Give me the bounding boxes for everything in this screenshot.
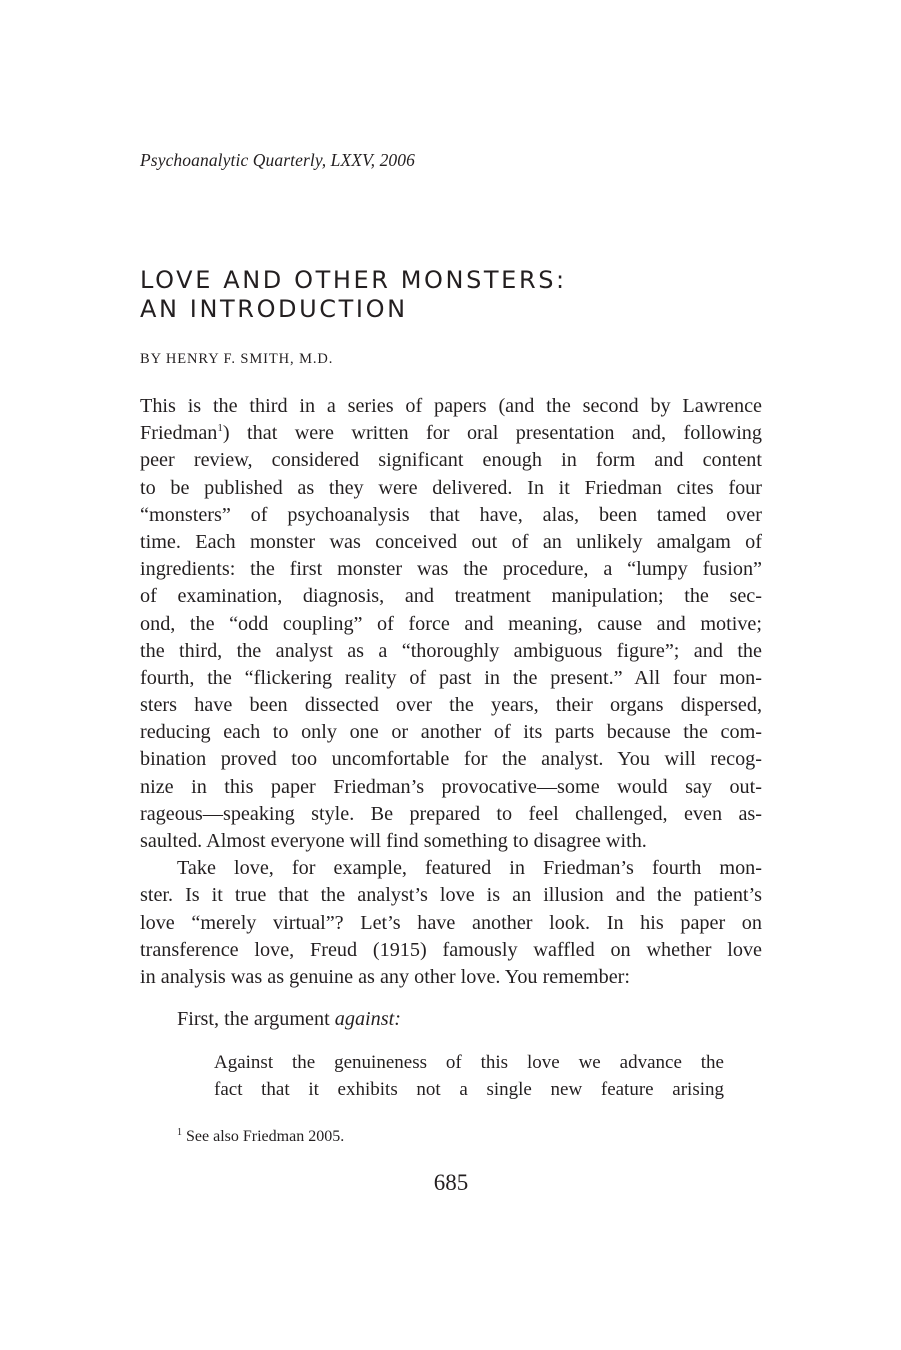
text-line: This is the third in a series of papers (and the second by Lawrence bbox=[140, 395, 762, 417]
text-line: sters have been dissected over the years, their organs dispersed, bbox=[140, 694, 762, 717]
text-line bbox=[140, 420, 762, 447]
quote-lead-in bbox=[177, 1008, 401, 1031]
text-line: love “merely virtual”? Let’s have another look. In his paper on bbox=[140, 911, 762, 934]
footnote-marker: 1 bbox=[177, 1127, 182, 1138]
block-quote bbox=[214, 1049, 724, 1103]
text-line: time. Each monster was conceived out of an unlikely amalgam of bbox=[140, 530, 762, 553]
author-byline: BY HENRY F. SMITH, M.D. bbox=[140, 351, 334, 367]
text-line: the third, the analyst as a “thoroughly ambiguous figure”; and the bbox=[140, 639, 762, 662]
page-number: 685 bbox=[433, 1170, 469, 1195]
text-line: nize in this paper Friedman’s provocative—some would say out- bbox=[140, 775, 762, 798]
text-line: saulted. Almost everyone will find something to disagree with. bbox=[140, 830, 647, 852]
body-text bbox=[140, 393, 762, 991]
text-line: “monsters” of psychoanalysis that have, alas, been tamed over bbox=[140, 503, 762, 526]
text-fragment: Friedman bbox=[140, 422, 218, 445]
lead-emphasis: against: bbox=[334, 1008, 401, 1030]
running-head: Psychoanalytic Quarterly, LXXV, 2006 bbox=[140, 150, 415, 170]
text-line: to be published as they were delivered. In it Friedman cites four bbox=[140, 476, 762, 499]
text-fragment: ) that were written for oral presentation and, following bbox=[222, 422, 762, 445]
text-line: bination proved too uncomfortable for the analyst. You will recog- bbox=[140, 748, 762, 771]
text-line: rageous—speaking style. Be prepared to feel challenged, even as- bbox=[140, 802, 762, 825]
text-line: Take love, for example, featured in Friedman’s fourth mon- bbox=[177, 857, 762, 880]
text-line: fourth, the “flickering reality of past in the present.” All four mon- bbox=[140, 666, 762, 689]
title-line-1: LOVE AND OTHER MONSTERS: bbox=[140, 266, 567, 294]
lead-text: First, the argument bbox=[177, 1008, 335, 1030]
journal-page bbox=[140, 0, 762, 1350]
text-line: ingredients: the first monster was the procedure, a “lumpy fusion” bbox=[140, 558, 762, 581]
article-title bbox=[140, 266, 567, 324]
text-line: reducing each to only one or another of its parts because the com- bbox=[140, 721, 762, 744]
quote-line: fact that it exhibits not a single new feature arising bbox=[214, 1079, 724, 1100]
paragraph-2 bbox=[140, 855, 762, 991]
text-line: of examination, diagnosis, and treatment manipulation; the sec- bbox=[140, 585, 762, 608]
text-line: in analysis was as genuine as any other love. You remember: bbox=[140, 965, 630, 988]
text-line: ster. Is it true that the analyst’s love is an illusion and the patient’s bbox=[140, 884, 762, 907]
footnote bbox=[177, 1128, 344, 1146]
text-line: transference love, Freud (1915) famously waffled on whether love bbox=[140, 938, 762, 961]
footnote-text: See also Friedman 2005. bbox=[182, 1128, 345, 1145]
footnote-reference: 1 bbox=[217, 422, 223, 435]
text-line: peer review, considered significant enough in form and content bbox=[140, 449, 762, 472]
text-line: ond, the “odd coupling” of force and meaning, cause and motive; bbox=[140, 612, 762, 635]
paragraph-1 bbox=[140, 393, 762, 855]
quote-line: Against the genuineness of this love we advance the bbox=[214, 1052, 724, 1073]
title-line-2: AN INTRODUCTION bbox=[140, 295, 408, 323]
